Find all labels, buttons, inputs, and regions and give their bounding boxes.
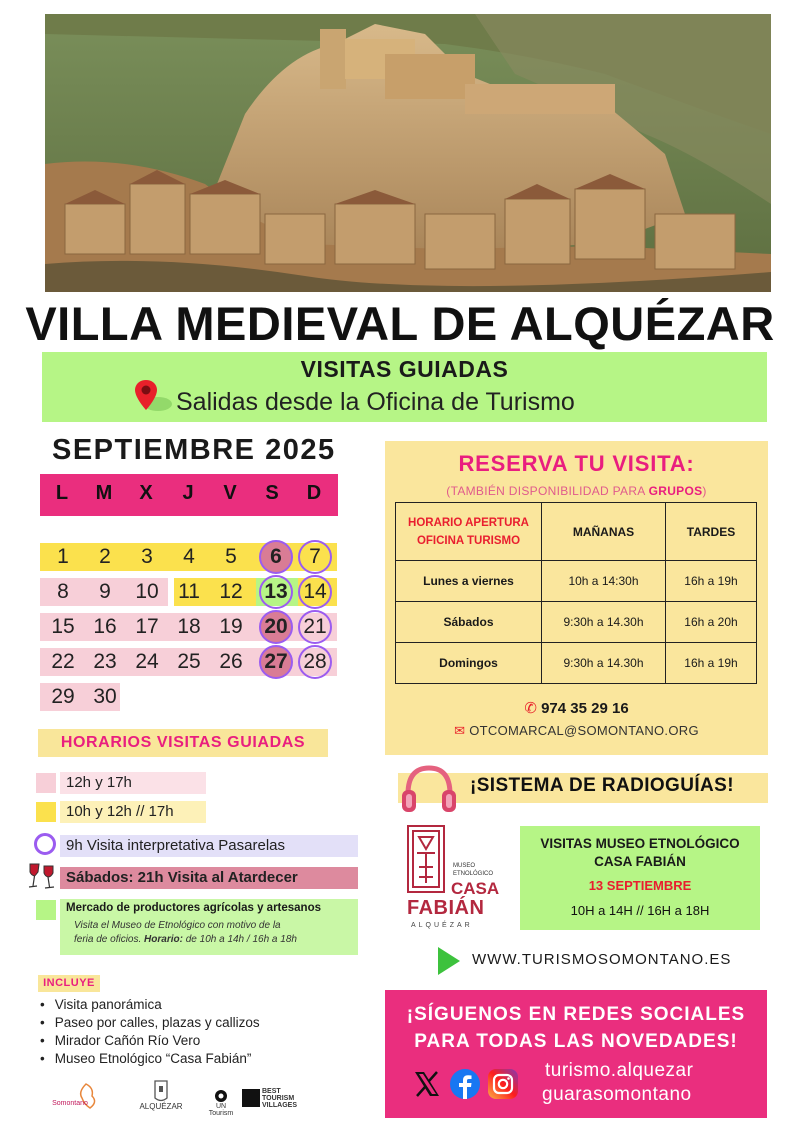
day-cell: 21 xyxy=(303,615,327,638)
reserva-sub-suffix: ) xyxy=(702,484,707,498)
casa-fabian-logo xyxy=(407,825,503,935)
social-line1: ¡SÍGUENOS EN REDES SOCIALES xyxy=(406,1004,746,1025)
table-header: MAÑANAS xyxy=(542,503,666,561)
day-cell: 3 xyxy=(141,545,153,568)
website-link[interactable]: WWW.TURISMOSOMONTANO.ES xyxy=(472,951,732,968)
day-cell: 22 xyxy=(51,650,75,673)
day-cell: 23 xyxy=(93,650,117,673)
day-cell: 26 xyxy=(219,650,243,673)
alquezar-logo xyxy=(136,1078,186,1118)
day-cell: 4 xyxy=(183,545,195,568)
table-row xyxy=(396,602,757,643)
weekday-v: V xyxy=(223,482,237,504)
weekday-header xyxy=(40,474,338,516)
weekday-x: X xyxy=(139,482,153,504)
day-cell: 2 xyxy=(99,545,111,568)
reserva-subtitle xyxy=(385,484,768,498)
table-row xyxy=(396,561,757,602)
reserva-sub-prefix: (TAMBIÉN DISPONIBILIDAD PARA xyxy=(446,484,645,498)
day-cell: 15 xyxy=(51,615,75,638)
phone-icon: ✆ xyxy=(524,700,537,717)
museo-date: 13 SEPTIEMBRE xyxy=(588,878,692,893)
day-cell: 10 xyxy=(135,580,159,603)
weekday-s: S xyxy=(265,482,279,504)
un-tourism-logo-text: UN Tourism xyxy=(208,1103,234,1117)
email-link[interactable] xyxy=(385,723,768,739)
salidas-text: Salidas desde la Oficina de Turismo xyxy=(176,388,575,416)
day-cell: 16 xyxy=(93,615,117,638)
day-cell: 1 xyxy=(57,545,69,568)
day-cell: 25 xyxy=(177,650,201,673)
incluye-item: • Museo Etnológico “Casa Fabián” xyxy=(40,1051,251,1066)
hero-photo xyxy=(45,14,771,292)
phone-text: 974 35 29 16 xyxy=(541,700,629,717)
incluye-item: • Mirador Cañón Río Vero xyxy=(40,1033,200,1048)
weekday-j: J xyxy=(182,482,194,504)
visitas-banner xyxy=(42,352,767,422)
incluye-item: • Paseo por calles, plazas y callizos xyxy=(40,1015,260,1030)
x-twitter-icon[interactable] xyxy=(411,1068,443,1100)
reserva-title: RESERVA TU VISITA: xyxy=(458,451,695,476)
day-cell: 29 xyxy=(51,685,75,708)
weekday-d: D xyxy=(306,482,322,504)
horarios-title: HORARIOS VISITAS GUIADAS xyxy=(38,729,328,757)
table-header-row xyxy=(396,503,757,561)
casa-fabian-emblem xyxy=(407,825,445,893)
table-row xyxy=(396,643,757,684)
incluye-tag: INCLUYE xyxy=(38,975,100,992)
day-cell: 24 xyxy=(135,650,159,673)
social-panel xyxy=(385,990,767,1118)
day-cell: 30 xyxy=(93,685,117,708)
casa-logo-line1: MUSEO xyxy=(453,863,476,869)
day-cell: 11 xyxy=(178,580,200,603)
day-cell: 20 xyxy=(264,615,288,638)
instagram-icon[interactable] xyxy=(487,1068,519,1100)
weekday-m: M xyxy=(95,482,113,504)
day-cell: 17 xyxy=(135,615,159,638)
map-pin-icon xyxy=(132,376,172,416)
reserva-panel xyxy=(385,441,768,755)
museo-hours: 10H a 14H // 16H a 18H xyxy=(570,903,710,918)
day-cell: 8 xyxy=(57,580,69,603)
social-handle-1[interactable]: turismo.alquezar xyxy=(545,1060,694,1081)
table-cell: Sábados xyxy=(396,602,542,643)
legend-green-swatch xyxy=(36,900,56,920)
day-cell: 7 xyxy=(309,545,321,568)
table-header: TARDES xyxy=(666,503,757,561)
mercado-note-b xyxy=(74,934,297,945)
day-cell: 19 xyxy=(219,615,243,638)
best-villages-line3: VILLAGES xyxy=(262,1102,298,1109)
best-villages-logo xyxy=(242,1088,308,1114)
day-cell: 18 xyxy=(177,615,201,638)
casa-logo-fabian: FABIÁN xyxy=(407,897,485,919)
legend-item: 12h y 17h xyxy=(60,772,206,794)
page-title: VILLA MEDIEVAL DE ALQUÉZAR xyxy=(25,297,775,350)
visitas-title: VISITAS GUIADAS xyxy=(300,356,509,382)
casa-logo-casa: CASA xyxy=(451,879,500,898)
table-cell: 16h a 19h xyxy=(666,561,757,602)
day-cell: 27 xyxy=(264,650,288,673)
legend-yellow-swatch xyxy=(36,802,56,822)
table-cell: Domingos xyxy=(396,643,542,684)
un-tourism-logo xyxy=(203,1088,239,1117)
legend-item: 9h Visita interpretativa Pasarelas xyxy=(60,835,358,857)
mercado-legend xyxy=(60,899,358,955)
table-cell: 16h a 19h xyxy=(666,643,757,684)
facebook-icon[interactable] xyxy=(449,1068,481,1100)
museo-title2: CASA FABIÁN xyxy=(594,854,686,869)
best-villages-line2: TOURISM xyxy=(262,1095,295,1102)
day-cell: 9 xyxy=(99,580,111,603)
somontano-logo-text: Somontano xyxy=(52,1100,88,1107)
legend-item: Sábados: 21h Visita al Atardecer xyxy=(60,867,358,889)
day-cell: 5 xyxy=(225,545,237,568)
phone-number[interactable] xyxy=(385,699,768,717)
table-cell: 9:30h a 14.30h xyxy=(542,602,666,643)
day-cell: 13 xyxy=(264,580,288,603)
email-text: OTCOMARCAL@SOMONTANO.ORG xyxy=(469,723,699,738)
headphones-icon xyxy=(398,760,460,816)
play-arrow-icon xyxy=(438,947,460,975)
table-cell: 9:30h a 14.30h xyxy=(542,643,666,684)
best-villages-mark xyxy=(242,1089,260,1107)
somontano-logo xyxy=(48,1082,118,1112)
legend-purple-ring xyxy=(34,833,56,855)
wine-glasses-icon xyxy=(27,861,57,891)
mercado-note-c: de 10h a 14h / 16h a 18h xyxy=(185,934,297,945)
museo-panel xyxy=(520,826,760,930)
day-cell: 12 xyxy=(219,580,243,603)
table-cell: Lunes a viernes xyxy=(396,561,542,602)
mercado-title: Mercado de productores agrícolas y artesanos xyxy=(66,902,322,914)
radioguias-text: ¡SISTEMA DE RADIOGUÍAS! xyxy=(470,775,734,796)
best-villages-line1: BEST xyxy=(262,1088,281,1095)
legend-pink-swatch xyxy=(36,773,56,793)
hours-table xyxy=(395,502,757,684)
table-header: HORARIO APERTURA OFICINA TURISMO xyxy=(396,503,542,561)
reserva-sub-grupos: GRUPOS xyxy=(648,484,703,498)
museo-title1: VISITAS MUSEO ETNOLÓGICO xyxy=(540,836,740,851)
incluye-item: • Visita panorámica xyxy=(40,997,162,1012)
alquezar-logo-text: ALQUÉZAR xyxy=(139,1102,183,1111)
social-handle-2[interactable]: guarasomontano xyxy=(542,1084,692,1105)
day-cell: 14 xyxy=(303,580,327,603)
casa-logo-line2: ETNOLÓGICO xyxy=(453,871,494,877)
weekday-l: L xyxy=(55,482,69,504)
table-cell: 10h a 14:30h xyxy=(542,561,666,602)
table-cell: 16h a 20h xyxy=(666,602,757,643)
day-cell: 28 xyxy=(303,650,327,673)
mercado-note-a: Visita el Museo de Etnológico con motivo de la xyxy=(74,920,281,931)
casa-logo-town: ALQUÉZAR xyxy=(411,922,473,929)
social-line2: PARA TODAS LAS NOVEDADES! xyxy=(414,1031,738,1052)
day-cell: 6 xyxy=(270,545,282,568)
calendar-month: SEPTIEMBRE 2025 xyxy=(52,434,336,466)
mercado-note-label: Horario: xyxy=(144,934,183,945)
mercado-note-b-text: feria de oficios. xyxy=(74,934,142,945)
legend-item: 10h y 12h // 17h xyxy=(60,801,206,823)
mail-icon: ✉ xyxy=(454,723,466,738)
